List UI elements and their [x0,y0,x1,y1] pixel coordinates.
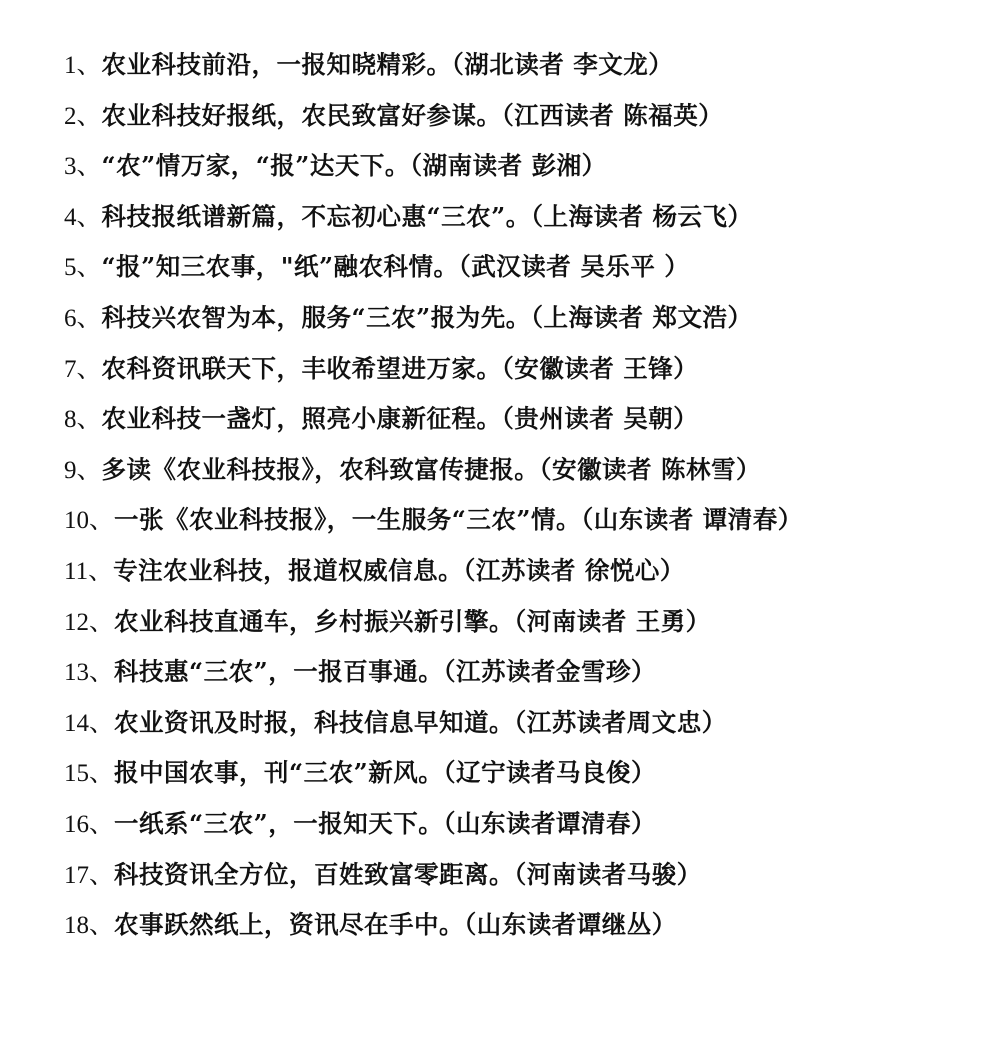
slogan-item [64,850,994,901]
slogan-item [64,546,994,597]
item-number: 14、 [64,709,115,737]
item-number: 17、 [64,861,115,889]
item-number: 7、 [64,355,102,383]
slogan-item [64,748,994,799]
slogan-text: 专注农业科技，报道权威信息。（江苏读者 徐悦心） [113,555,685,585]
slogan-list [64,40,994,951]
slogan-item [64,900,994,951]
slogan-text: 农科资讯联天下，丰收希望进万家。（安徽读者 王锋） [101,353,699,383]
item-number: 4、 [64,203,102,231]
item-number: 8、 [64,406,102,434]
slogan-item [64,647,994,698]
slogan-text: 农业科技一盏灯，照亮小康新征程。（贵州读者 吴朝） [101,404,699,434]
slogan-item [64,799,994,850]
slogan-text: “报”知三农事，"纸”融农科情。（武汉读者 吴乐平 ） [101,252,690,282]
slogan-text: 一纸系“三农”，一报知天下。（山东读者谭清春） [114,808,656,838]
item-number: 1、 [64,52,102,79]
slogan-text: 农业科技前沿，一报知晓精彩。（湖北读者 李文龙） [101,50,674,79]
slogan-item [64,698,994,749]
item-number: 5、 [64,254,102,282]
slogan-text: 科技报纸谱新篇，不忘初心惠“三农”。（上海读者 杨云飞） [101,201,753,231]
slogan-text: 科技惠“三农”，一报百事通。（江苏读者金雪珍） [114,657,656,687]
item-number: 13、 [64,659,115,687]
slogan-text: 科技兴农智为本，服务“三农”报为先。（上海读者 郑文浩） [101,302,753,332]
slogan-text: 农业科技直通车，乡村振兴新引擎。（河南读者 王勇） [114,606,711,636]
item-number: 12、 [64,608,115,636]
slogan-item [64,141,994,192]
slogan-text: “农”情万家，“报”达天下。（湖南读者 彭湘） [101,151,607,181]
item-number: 6、 [64,304,102,332]
item-number: 2、 [64,102,102,130]
slogan-text: 报中国农事，刊“三农”新风。（辽宁读者马良俊） [114,758,656,788]
slogan-text: 一张《农业科技报》，一生服务“三农”情。（山东读者 谭清春） [114,505,803,535]
slogan-item [64,394,994,445]
slogan-item [64,242,994,293]
slogan-item [64,445,994,496]
slogan-item [64,495,994,546]
item-number: 11、 [64,557,114,585]
slogan-item [64,597,994,648]
item-number: 16、 [64,810,115,838]
slogan-item [64,40,994,91]
slogan-item [64,192,994,243]
slogan-item [64,293,994,344]
item-number: 3、 [64,153,102,181]
slogan-item [64,344,994,395]
slogan-item [64,91,994,142]
slogan-text: 多读《农业科技报》，农科致富传捷报。（安徽读者 陈林雪） [101,454,762,484]
slogan-text: 科技资讯全方位，百姓致富零距离。（河南读者马骏） [114,859,702,889]
item-number: 10、 [64,507,115,535]
item-number: 9、 [64,456,102,484]
item-number: 18、 [64,912,115,940]
slogan-text: 农事跃然纸上，资讯尽在手中。（山东读者谭继丛） [114,910,677,940]
slogan-text: 农业资讯及时报，科技信息早知道。（江苏读者周文忠） [114,707,727,737]
item-number: 15、 [64,760,115,788]
slogan-text: 农业科技好报纸，农民致富好参谋。（江西读者 陈福英） [101,100,724,130]
